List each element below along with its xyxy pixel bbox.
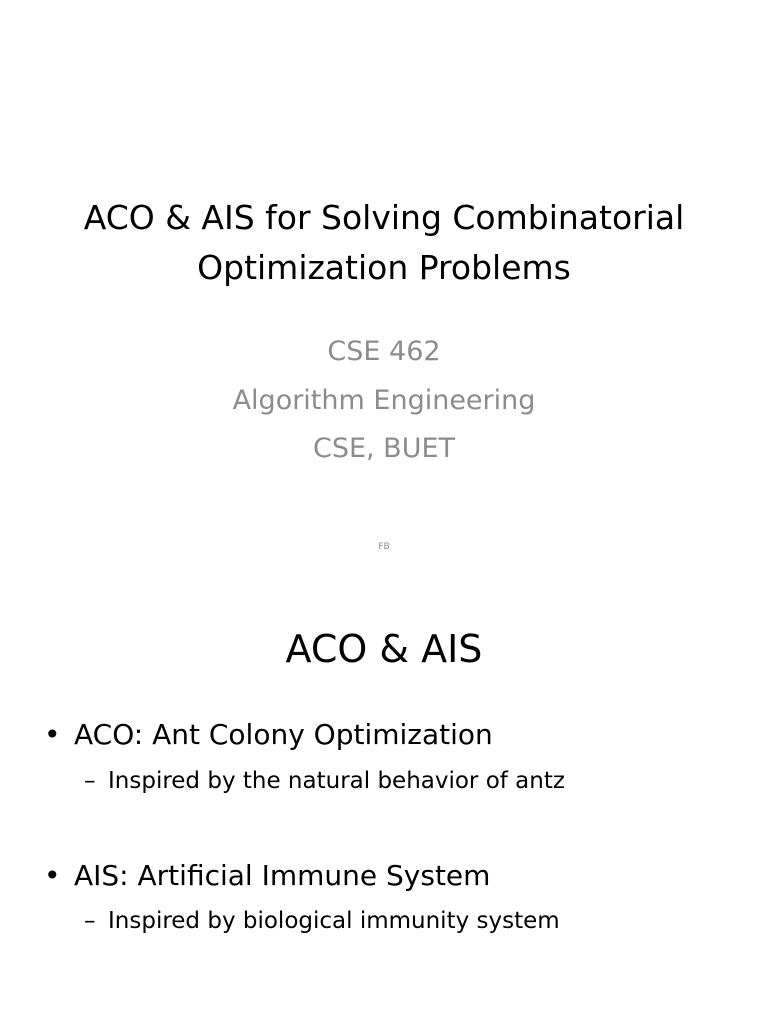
sub-bullet-text: Inspired by biological immunity system bbox=[108, 908, 560, 934]
bullet-text: ACO: Ant Colony Optimization bbox=[74, 718, 493, 751]
bullet-item bbox=[44, 857, 734, 895]
bullet-text: AIS: Artificial Immune System bbox=[74, 859, 491, 892]
bullet-marker: • bbox=[44, 718, 61, 751]
slide-title: ACO & AIS bbox=[285, 627, 483, 671]
slide-title: ACO & AIS for Solving Combinatorial Optimization Problems bbox=[83, 198, 685, 287]
sub-bullet-item bbox=[84, 905, 734, 937]
sub-bullet-text: Inspired by the natural behavior of antz bbox=[108, 768, 565, 794]
institution: CSE, BUET bbox=[312, 433, 456, 464]
sub-bullet-item bbox=[84, 765, 734, 797]
bullet-item bbox=[44, 716, 734, 754]
dash-marker: – bbox=[84, 768, 96, 794]
course-code: CSE 462 bbox=[327, 336, 441, 367]
footer-initials: FB bbox=[378, 542, 390, 552]
dash-marker: – bbox=[84, 908, 96, 934]
content-slide bbox=[0, 576, 768, 1024]
course-name: Algorithm Engineering bbox=[232, 385, 536, 416]
bullet-marker: • bbox=[44, 859, 61, 892]
